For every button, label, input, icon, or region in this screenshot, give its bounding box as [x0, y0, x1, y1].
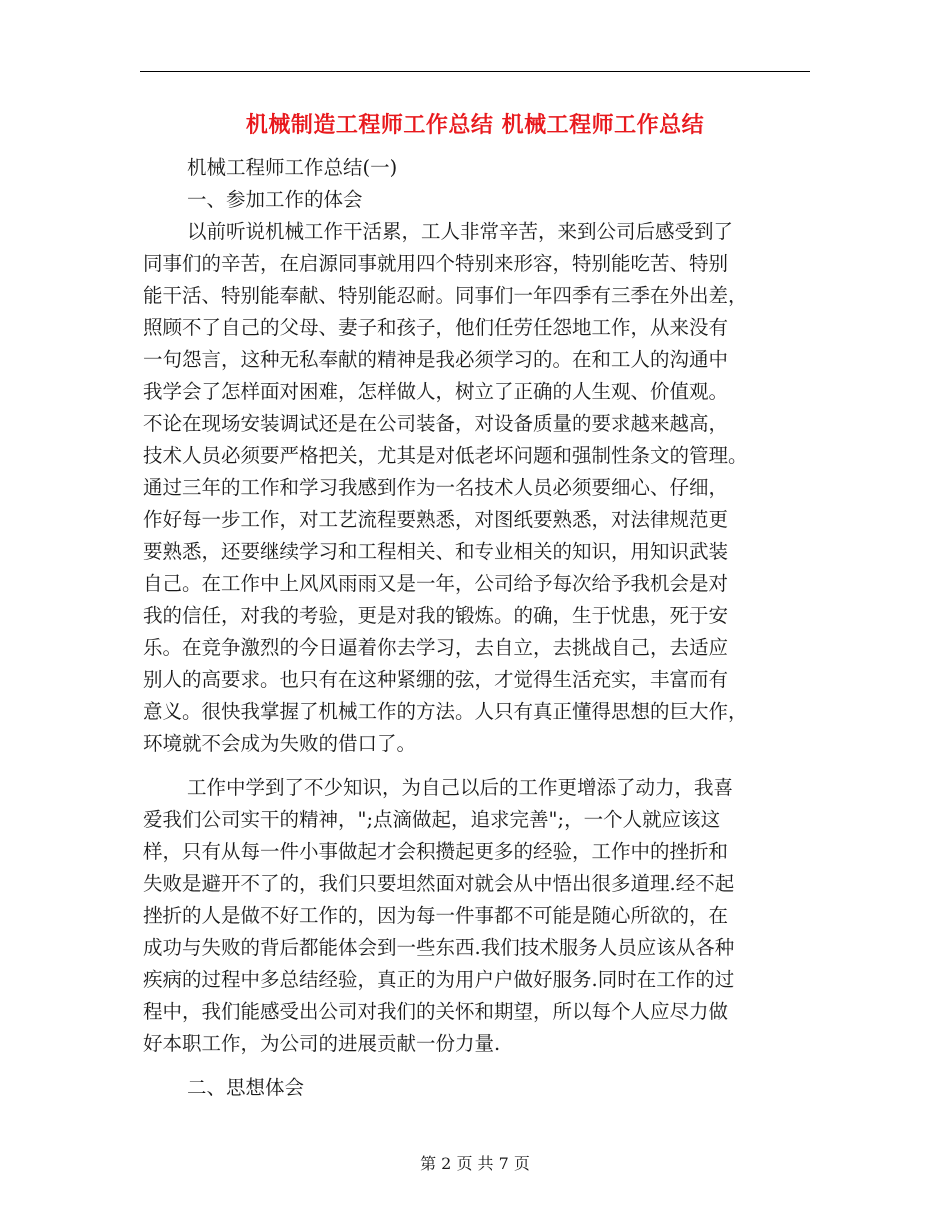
paragraph-line: 要熟悉，还要继续学习和工程相关、和专业相关的知识，用知识武装 — [143, 540, 729, 563]
paragraph-line: 我的信任，对我的考验，更是对我的锻炼。的确，生于忧患，死于安 — [143, 604, 729, 627]
paragraph-line: 我学会了怎样面对困难，怎样做人，树立了正确的人生观、价值观。 — [143, 380, 729, 403]
header-rule — [140, 71, 810, 72]
paragraph-line: 别人的高要求。也只有在这种紧绷的弦，才觉得生活充实，丰富而有 — [143, 668, 729, 691]
paragraph-line: 能干活、特别能奉献、特别能忍耐。同事们一年四季有三季在外出差， — [143, 284, 748, 307]
paragraph-line: 好本职工作，为公司的进展贡献一份力量. — [143, 1032, 501, 1055]
paragraph-line: 乐。在竞争激烈的今日逼着你去学习，去自立，去挑战自己，去适应 — [143, 636, 729, 659]
paragraph-line: 工作中学到了不少知识，为自己以后的工作更增添了动力，我喜 — [187, 776, 734, 799]
paragraph-line: 样，只有从每一件小事做起才会积攒起更多的经验，工作中的挫折和 — [143, 840, 729, 863]
page-number: 第 2 页 共 7 页 — [420, 1154, 530, 1173]
paragraph-line: 环境就不会成为失败的借口了。 — [143, 732, 417, 755]
paragraph-line: 成功与失败的背后都能体会到一些东西.我们技术服务人员应该从各种 — [143, 936, 735, 959]
paragraph-line: 失败是避开不了的，我们只要坦然面对就会从中悟出很多道理.经不起 — [143, 872, 735, 895]
paragraph-line: 自己。在工作中上风风雨雨又是一年，公司给予每次给予我机会是对 — [143, 572, 729, 595]
paragraph-line: 技术人员必须要严格把关，尤其是对低老坏问题和强制性条文的管理。 — [143, 444, 748, 467]
paragraph-line: 不论在现场安装调试还是在公司装备，对设备质量的要求越来越高， — [143, 412, 729, 435]
paragraph-line: 通过三年的工作和学习我感到作为一名技术人员必须要细心、仔细， — [143, 476, 729, 499]
paragraph-line: 同事们的辛苦，在启源同事就用四个特别来形容，特别能吃苦、特别 — [143, 252, 729, 275]
section-heading-1: 一、参加工作的体会 — [187, 188, 363, 211]
paragraph-spacer — [143, 760, 811, 772]
paragraph-line: 疾病的过程中多总结经验，真正的为用户户做好服务.同时在工作的过 — [143, 968, 735, 991]
paragraph-spacer — [143, 1060, 811, 1072]
paragraph-2 — [143, 772, 811, 1060]
paragraph-line: 一句怨言，这种无私奉献的精神是我必须学习的。在和工人的沟通中 — [143, 348, 729, 371]
paragraph-line: 作好每一步工作，对工艺流程要熟悉，对图纸要熟悉，对法律规范更 — [143, 508, 729, 531]
paragraph-line: 爱我们公司实干的精神，";点滴做起，追求完善";，一个人就应该这 — [143, 808, 721, 831]
document-body — [143, 152, 811, 1104]
paragraph-line: 照顾不了自己的父母、妻子和孩子，他们任劳任怨地工作，从来没有 — [143, 316, 729, 339]
paragraph-line: 挫折的人是做不好工作的，因为每一件事都不可能是随心所欲的，在 — [143, 904, 729, 927]
document-title: 机械制造工程师工作总结 机械工程师工作总结 — [245, 113, 705, 138]
paragraph-line: 意义。很快我掌握了机械工作的方法。人只有真正懂得思想的巨大作， — [143, 700, 748, 723]
paragraph-line: 以前听说机械工作干活累，工人非常辛苦，来到公司后感受到了 — [187, 220, 734, 243]
document-subtitle: 机械工程师工作总结(一) — [187, 156, 398, 179]
section-heading-2: 二、思想体会 — [187, 1076, 305, 1099]
paragraph-1 — [143, 216, 811, 760]
paragraph-line: 程中，我们能感受出公司对我们的关怀和期望，所以每个人应尽力做 — [143, 1000, 729, 1023]
